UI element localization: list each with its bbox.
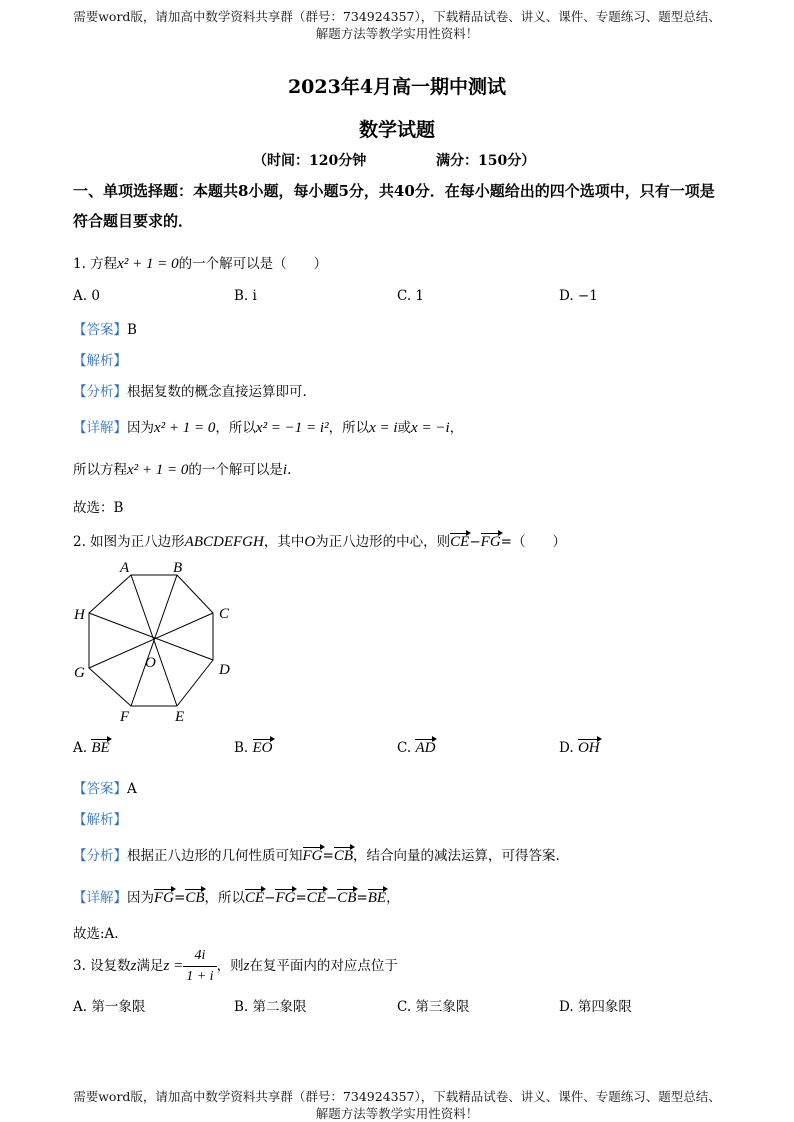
q1-analysis-label: 【解析】	[73, 353, 127, 369]
label-g: G	[74, 665, 85, 681]
q3-stem: 3. 设复数z满足z = $\frac{4i}{1 + i}$ ，则z在复平面内的对应点位于	[73, 946, 398, 987]
vector-ce: CE	[450, 534, 470, 550]
label-b: B	[173, 560, 183, 576]
q1-option-b: B. i	[234, 288, 257, 304]
q2-option-c: C. AD	[397, 740, 436, 756]
bottom-banner: 需要word版，请加高中数学资料共享群（群号：734924357），下载精品试卷、讲义、课件、专题练习、题型总结、解题方法等教学实用性资料！	[73, 1089, 721, 1121]
q2-conclusion: 故选:A.	[73, 926, 119, 942]
q2-detail: 【详解】因为FG=CB，所以CE−FG=CE−CB=BE，	[73, 890, 400, 906]
q3-option-a: A. 第一象限	[73, 999, 146, 1015]
q3-option-c: C. 第三象限	[397, 999, 470, 1015]
label-a: A	[120, 560, 130, 576]
label-o: O	[145, 655, 156, 671]
q1-option-a: A. 0	[73, 288, 100, 304]
q2-stem: 2. 如图为正八边形ABCDEFGH，其中O为正八边形的中心，则CE−FG=（ ）	[73, 534, 566, 550]
q3-option-b: B. 第二象限	[234, 999, 307, 1015]
octagon-figure	[65, 560, 245, 730]
vector-fg: FG	[480, 534, 501, 550]
label-f: F	[120, 709, 130, 725]
q1-option-d: D. −1	[559, 288, 598, 304]
top-banner: 需要word版，请加高中数学资料共享群（群号：734924357），下载精品试卷、讲义、课件、专题练习、题型总结、解题方法等教学实用性资料！	[73, 9, 721, 41]
diagonal-dh	[89, 613, 213, 660]
exam-title: 2023年4月高一期中测试	[287, 76, 507, 98]
q2-answer: 【答案】A	[73, 781, 137, 797]
q1-stem: 1. 方程x² + 1 = 0的一个解可以是（ ）	[73, 256, 328, 272]
q2-option-a: A. BE	[73, 740, 110, 756]
label-e: E	[175, 709, 185, 725]
q3-fraction: $\frac{4i}{1 + i}$	[183, 946, 216, 987]
q1-fenxi: 【分析】根据复数的概念直接运算即可.	[73, 384, 307, 400]
label-h: H	[74, 607, 85, 623]
q1-detail-line2: 所以方程x² + 1 = 0的一个解可以是i.	[73, 462, 292, 478]
time-info: （时间：120分钟	[253, 153, 367, 169]
q1-option-c: C. 1	[397, 288, 425, 304]
q2-fenxi: 【分析】根据正八边形的几何性质可知FG=CB，结合向量的减法运算，可得答案.	[73, 848, 560, 864]
score-info: 满分：150分）	[436, 153, 536, 169]
q1-equation: x² + 1 = 0	[117, 256, 179, 272]
q3-option-d: D. 第四象限	[559, 999, 632, 1015]
section-heading: 一、单项选择题：本题共8小题，每小题5分，共40分．在每小题给出的四个选项中，只有一项是符合题目要求的．	[73, 182, 715, 230]
exam-subtitle: 数学试题	[358, 119, 435, 141]
label-d: D	[219, 662, 230, 678]
q1-conclusion: 故选：B	[73, 500, 124, 516]
q2-option-b: B. EO	[234, 740, 273, 756]
q2-analysis-label: 【解析】	[73, 812, 127, 828]
q1-detail: 【详解】因为x² + 1 = 0，所以x² = −1 = i²，所以x = i或x = −i，	[73, 420, 464, 436]
q2-option-d: D. OH	[559, 740, 600, 756]
label-c: C	[219, 606, 230, 622]
q1-answer: 【答案】B	[73, 322, 137, 338]
